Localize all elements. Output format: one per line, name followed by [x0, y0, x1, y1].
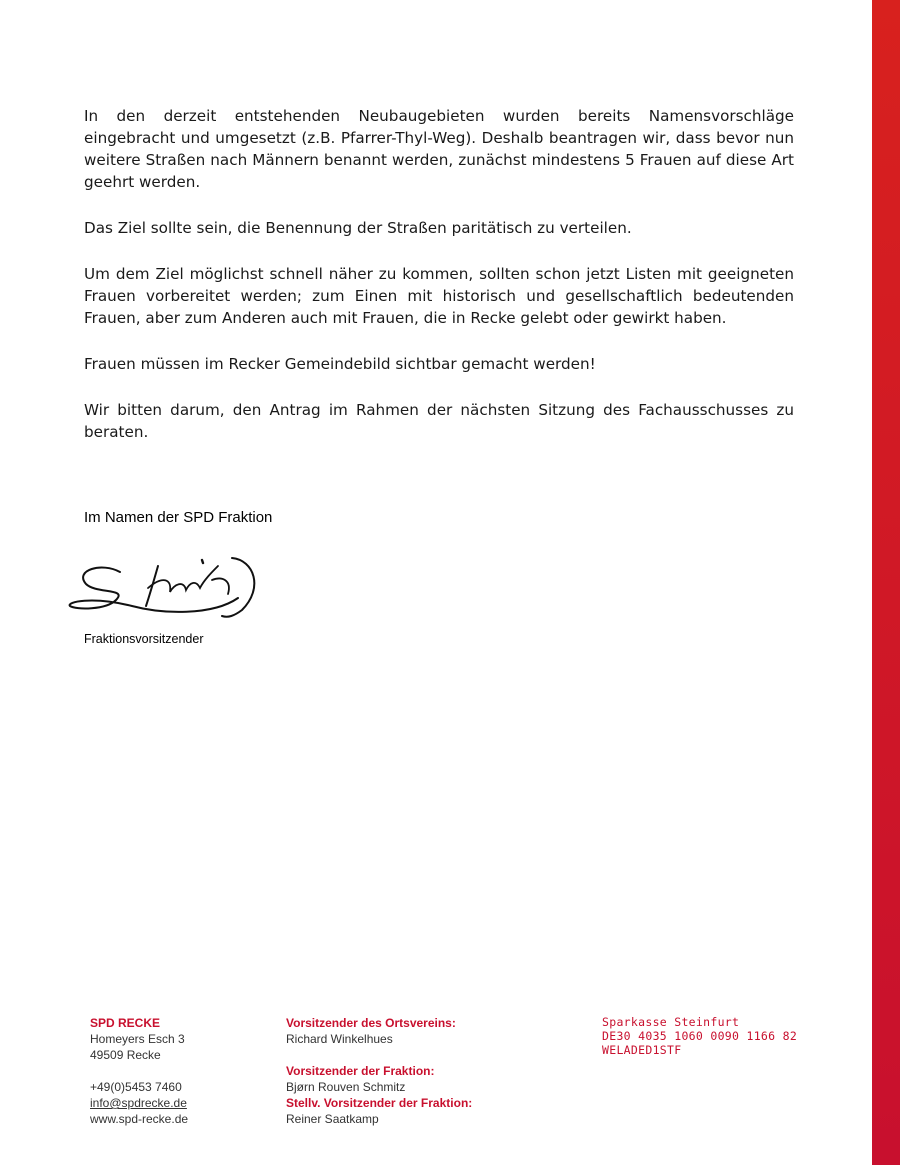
handwritten-signature — [62, 536, 267, 631]
chair-label: Vorsitzender des Ortsvereins: — [286, 1016, 456, 1030]
footer-contact — [90, 1015, 188, 1127]
org-city: 49509 Recke — [90, 1048, 161, 1062]
deputy-chair-label: Stellv. Vorsitzender der Fraktion: — [286, 1096, 473, 1110]
paragraph-4: Frauen müssen im Recker Gemeindebild sichtbar gemacht werden! — [84, 355, 596, 373]
letter-body — [84, 105, 794, 467]
faction-chair-label: Vorsitzender der Fraktion: — [286, 1064, 435, 1078]
signatory-role: Fraktionsvorsitzender — [84, 632, 204, 646]
paragraph-2: Das Ziel sollte sein, die Benennung der Straßen paritätisch zu verteilen. — [84, 219, 632, 237]
bank-iban: DE30 4035 1060 0090 1166 82 — [602, 1029, 798, 1043]
footer-officers — [286, 1015, 472, 1127]
org-website: www.spd-recke.de — [90, 1112, 189, 1126]
org-street: Homeyers Esch 3 — [90, 1032, 185, 1046]
paragraph-3: Um dem Ziel möglichst schnell näher zu kommen, sollten schon jetzt Listen mit geeigneten Frauen vorbereitet werden; zum Einen mit historisch und gesellschaftlich bedeutenden Frauen, aber zum Anderen auch mit Frauen, die in Recke gelebt oder gewirkt haben. — [84, 265, 794, 327]
org-name: SPD RECKE — [90, 1016, 161, 1030]
bank-name: Sparkasse Steinfurt — [602, 1015, 740, 1029]
chair-name: Richard Winkelhues — [286, 1032, 393, 1046]
bank-bic: WELADED1STF — [602, 1043, 682, 1057]
footer-spacer — [90, 1063, 188, 1079]
deputy-chair-name: Reiner Saatkamp — [286, 1112, 379, 1126]
faction-chair-name: Bjørn Rouven Schmitz — [286, 1080, 406, 1094]
org-email-link[interactable]: info@spdrecke.de — [90, 1096, 187, 1110]
paragraph-5: Wir bitten darum, den Antrag im Rahmen der nächsten Sitzung des Fachausschusses zu beraten. — [84, 401, 794, 441]
footer-bank — [602, 1015, 797, 1057]
brand-side-bar — [872, 0, 900, 1165]
footer-spacer — [286, 1047, 472, 1063]
paragraph-1: In den derzeit entstehenden Neubaugebieten wurden bereits Namensvorschläge eingebracht und umgesetzt (z.B. Pfarrer-Thyl-Weg). Deshalb beantragen wir, dass bevor nun weitere Straßen nach Männern benannt werden, zunächst mindestens 5 Frauen auf diese Art geehrt werden. — [84, 107, 794, 191]
closing-phrase: Im Namen der SPD Fraktion — [84, 509, 273, 526]
org-phone: +49(0)5453 7460 — [90, 1080, 182, 1094]
